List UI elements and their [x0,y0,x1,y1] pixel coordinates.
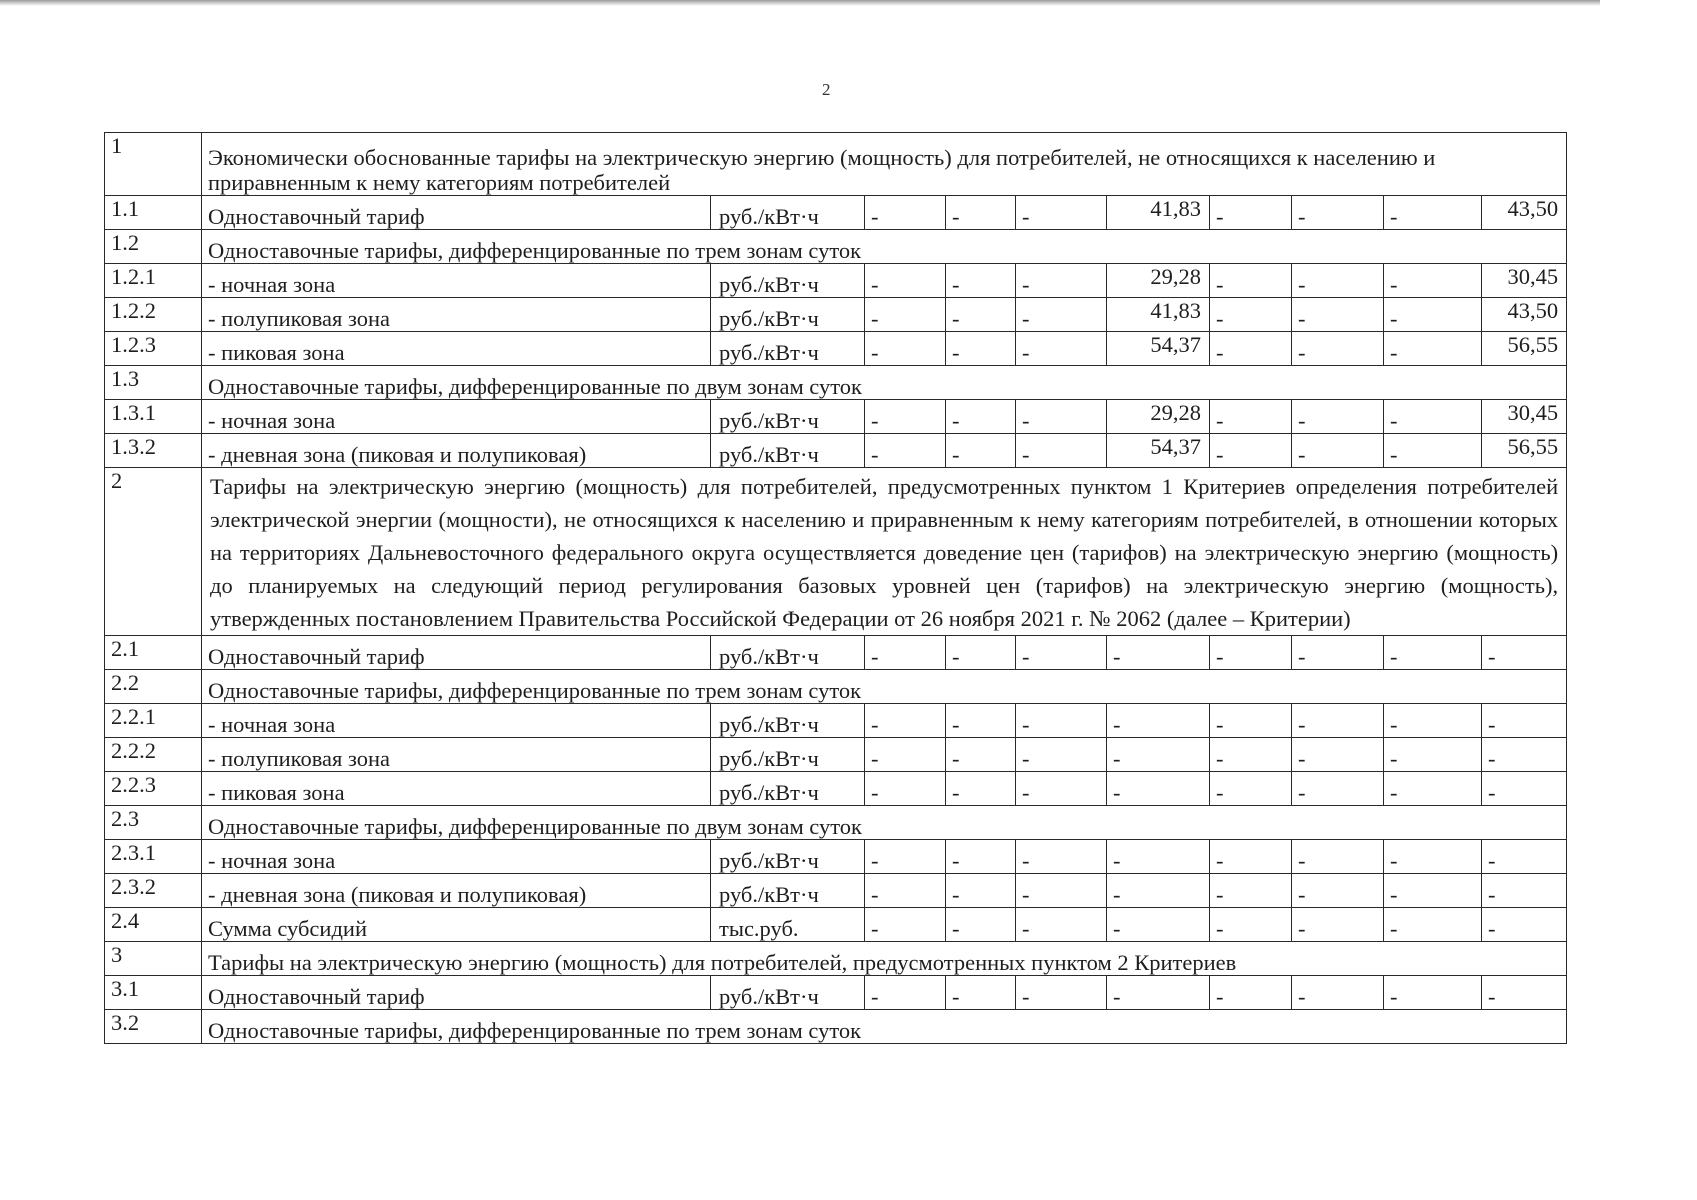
row-number: 2 [105,468,202,636]
row-number: 1.2.2 [105,298,202,332]
section-heading: Одноставочные тарифы, дифференцированные по двум зонам суток [202,366,1567,400]
tariff-table [104,132,1567,1044]
tariff-name: - дневная зона (пиковая и полупиковая) [202,874,711,908]
row-number: 1.3 [105,366,202,400]
value-cell: 29,28 [1107,400,1210,434]
value-cell: - [1210,298,1292,332]
value-cell: 43,50 [1482,298,1567,332]
value-cell: - [865,636,946,670]
value-cell: - [1107,874,1210,908]
value-cell: - [1210,196,1292,230]
row-number: 2.3.2 [105,874,202,908]
row-number: 1.2 [105,230,202,264]
unit-cell: руб./кВт·ч [711,874,865,908]
table-row [105,942,1567,976]
row-number: 3.1 [105,976,202,1010]
value-cell: - [946,332,1016,366]
value-cell: - [865,908,946,942]
section-heading: Одноставочные тарифы, дифференцированные по трем зонам суток [202,670,1567,704]
row-number: 2.3 [105,806,202,840]
tariff-name: - ночная зона [202,840,711,874]
row-number: 3.2 [105,1010,202,1044]
value-cell: - [1292,874,1384,908]
value-cell: - [946,636,1016,670]
tariff-name: - полупиковая зона [202,738,711,772]
value-cell: 56,55 [1482,332,1567,366]
value-cell: - [1292,332,1384,366]
row-number: 2.1 [105,636,202,670]
value-cell: - [946,772,1016,806]
table-row [105,840,1567,874]
value-cell: - [1107,636,1210,670]
value-cell: - [1384,434,1482,468]
table-row [105,1010,1567,1044]
row-number: 2.2.3 [105,772,202,806]
value-cell: 41,83 [1107,298,1210,332]
value-cell: - [1384,264,1482,298]
value-cell: - [1016,738,1107,772]
value-cell: - [1292,908,1384,942]
tariff-name: - ночная зона [202,400,711,434]
table-row [105,806,1567,840]
value-cell: - [1292,264,1384,298]
row-number: 3 [105,942,202,976]
unit-cell: тыс.руб. [711,908,865,942]
value-cell: - [1210,704,1292,738]
row-number: 2.2.1 [105,704,202,738]
value-cell: - [865,298,946,332]
value-cell: - [946,976,1016,1010]
tariff-name: - дневная зона (пиковая и полупиковая) [202,434,711,468]
value-cell: - [1482,738,1567,772]
value-cell: - [1210,908,1292,942]
value-cell: - [1016,332,1107,366]
value-cell: - [946,908,1016,942]
value-cell: - [1210,738,1292,772]
value-cell: - [1016,908,1107,942]
value-cell: - [1384,400,1482,434]
table-row [105,772,1567,806]
value-cell: - [1384,908,1482,942]
value-cell: - [1210,400,1292,434]
tariff-name: Одноставочный тариф [202,636,711,670]
value-cell: - [1292,196,1384,230]
value-cell: - [1107,976,1210,1010]
unit-cell: руб./кВт·ч [711,434,865,468]
value-cell: - [1210,772,1292,806]
section-heading: Одноставочные тарифы, дифференцированные по двум зонам суток [202,806,1567,840]
value-cell: 30,45 [1482,400,1567,434]
scan-edge [0,0,1600,6]
table-row [105,636,1567,670]
value-cell: - [946,264,1016,298]
value-cell: - [1482,636,1567,670]
value-cell: 41,83 [1107,196,1210,230]
value-cell: - [1292,738,1384,772]
unit-cell: руб./кВт·ч [711,196,865,230]
value-cell: - [1482,772,1567,806]
value-cell: - [946,434,1016,468]
value-cell: 56,55 [1482,434,1567,468]
value-cell: - [1210,976,1292,1010]
value-cell: - [865,874,946,908]
value-cell: - [1384,874,1482,908]
value-cell: - [865,976,946,1010]
table-row [105,366,1567,400]
tariff-name: - ночная зона [202,264,711,298]
row-number: 1.2.3 [105,332,202,366]
value-cell: 54,37 [1107,434,1210,468]
section-heading: Одноставочные тарифы, дифференцированные по трем зонам суток [202,230,1567,264]
value-cell: - [1210,434,1292,468]
value-cell: - [1292,400,1384,434]
page-number: 2 [822,80,831,99]
value-cell: - [1384,332,1482,366]
table-row [105,976,1567,1010]
row-number: 2.2.2 [105,738,202,772]
tariff-name: Одноставочный тариф [202,196,711,230]
value-cell: - [865,704,946,738]
value-cell: 43,50 [1482,196,1567,230]
row-number: 1 [105,133,202,196]
value-cell: - [1107,908,1210,942]
table-row [105,133,1567,196]
value-cell: - [946,738,1016,772]
value-cell: - [1292,434,1384,468]
table-row [105,230,1567,264]
value-cell: - [1107,704,1210,738]
section-paragraph: Тарифы на электрическую энергию (мощность) для потребителей, предусмотренных пунктом 1 Критериев определения потребителей электрической энергии (мощности), не относящихся к населению и приравненным к нему категориям потребителей, в отношении которых на территориях Дальневосточного федерального округа осуществляется доведение цен (тарифов) на электрическую энергию (мощность) до планируемых на следующий период регулирования базовых уровней цен (тарифов) на электрическую энергию (мощность), утвержденных постановлением Правительства Российской Федерации от 26 ноября 2021 г. № 2062 (далее – Критерии) [202,468,1567,636]
value-cell: - [1482,874,1567,908]
value-cell: - [946,704,1016,738]
value-cell: - [1016,636,1107,670]
section-heading: Экономически обоснованные тарифы на электрическую энергию (мощность) для потребителей, не относящихся к населению и приравненным к нему категориям потребителей [202,133,1567,196]
tariff-name: Сумма субсидий [202,908,711,942]
unit-cell: руб./кВт·ч [711,636,865,670]
unit-cell: руб./кВт·ч [711,704,865,738]
value-cell: - [1292,636,1384,670]
value-cell: - [1292,976,1384,1010]
value-cell: - [865,400,946,434]
table-row [105,670,1567,704]
value-cell: - [1482,840,1567,874]
value-cell: - [1016,772,1107,806]
value-cell: - [865,332,946,366]
value-cell: - [865,434,946,468]
value-cell: - [1016,298,1107,332]
value-cell: - [946,840,1016,874]
table-row [105,704,1567,738]
row-number: 2.4 [105,908,202,942]
value-cell: - [865,196,946,230]
section-heading: Тарифы на электрическую энергию (мощность) для потребителей, предусмотренных пунктом 2 Критериев [202,942,1567,976]
value-cell: - [865,772,946,806]
table-row [105,468,1567,636]
value-cell: - [1016,874,1107,908]
value-cell: - [1016,840,1107,874]
value-cell: - [1292,298,1384,332]
value-cell: - [1016,400,1107,434]
unit-cell: руб./кВт·ч [711,400,865,434]
table-row [105,434,1567,468]
row-number: 1.3.1 [105,400,202,434]
unit-cell: руб./кВт·ч [711,840,865,874]
tariff-name: - ночная зона [202,704,711,738]
value-cell: - [1016,704,1107,738]
tariff-name: Одноставочный тариф [202,976,711,1010]
table-row [105,332,1567,366]
unit-cell: руб./кВт·ч [711,772,865,806]
tariff-body [105,133,1567,1044]
value-cell: - [865,738,946,772]
value-cell: - [1384,636,1482,670]
value-cell: - [1384,704,1482,738]
row-number: 2.3.1 [105,840,202,874]
value-cell: - [1107,840,1210,874]
value-cell: - [1016,264,1107,298]
value-cell: - [1107,772,1210,806]
value-cell: - [1292,840,1384,874]
value-cell: - [1482,976,1567,1010]
row-number: 2.2 [105,670,202,704]
table-row [105,196,1567,230]
value-cell: - [865,840,946,874]
tariff-name: - пиковая зона [202,772,711,806]
value-cell: - [1384,196,1482,230]
tariff-name: - пиковая зона [202,332,711,366]
value-cell: - [1384,840,1482,874]
value-cell: - [1210,636,1292,670]
tariff-name: - полупиковая зона [202,298,711,332]
unit-cell: руб./кВт·ч [711,976,865,1010]
unit-cell: руб./кВт·ч [711,738,865,772]
table-row [105,908,1567,942]
value-cell: - [946,874,1016,908]
value-cell: - [1210,874,1292,908]
unit-cell: руб./кВт·ч [711,264,865,298]
value-cell: - [1016,196,1107,230]
table-row [105,874,1567,908]
row-number: 1.3.2 [105,434,202,468]
value-cell: - [1107,738,1210,772]
section-heading: Одноставочные тарифы, дифференцированные по трем зонам суток [202,1010,1567,1044]
value-cell: - [946,400,1016,434]
value-cell: - [1210,332,1292,366]
value-cell: - [1210,840,1292,874]
value-cell: - [946,298,1016,332]
table-row [105,298,1567,332]
value-cell: - [1292,772,1384,806]
row-number: 1.2.1 [105,264,202,298]
table-row [105,738,1567,772]
value-cell: - [1384,738,1482,772]
value-cell: - [1016,434,1107,468]
value-cell: - [1384,772,1482,806]
row-number: 1.1 [105,196,202,230]
value-cell: - [1482,704,1567,738]
value-cell: - [1016,976,1107,1010]
value-cell: - [865,264,946,298]
value-cell: - [1384,298,1482,332]
value-cell: - [1210,264,1292,298]
value-cell: - [1292,704,1384,738]
value-cell: - [1482,908,1567,942]
unit-cell: руб./кВт·ч [711,332,865,366]
unit-cell: руб./кВт·ч [711,298,865,332]
value-cell: 30,45 [1482,264,1567,298]
value-cell: 29,28 [1107,264,1210,298]
table-row [105,264,1567,298]
value-cell: - [946,196,1016,230]
value-cell: 54,37 [1107,332,1210,366]
table-row [105,400,1567,434]
value-cell: - [1384,976,1482,1010]
